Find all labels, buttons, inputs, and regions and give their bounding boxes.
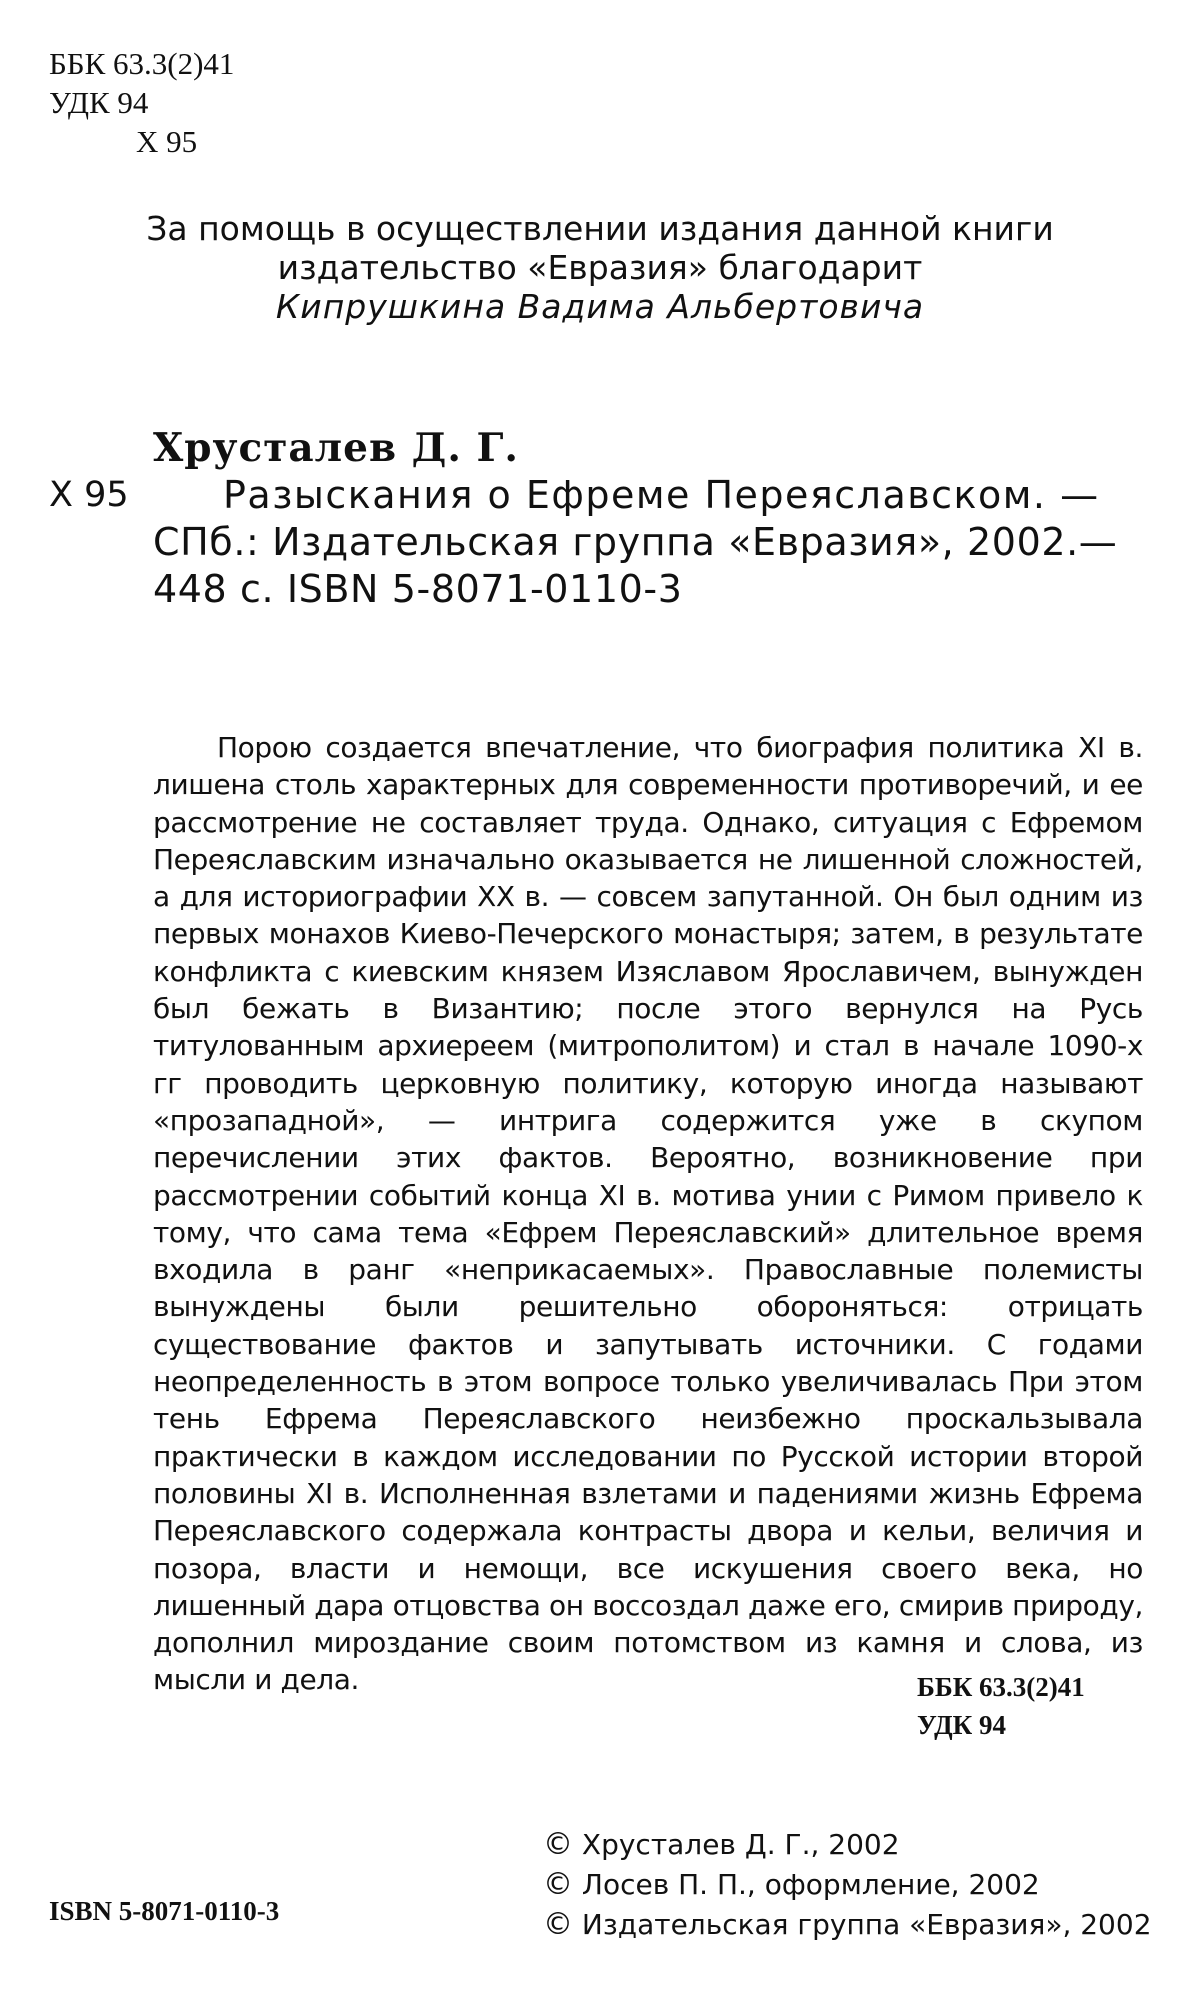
copyright-icon: © bbox=[543, 1867, 573, 1902]
abstract bbox=[153, 729, 1143, 1699]
sponsor-line-1: За помощь в осуществлении издания данной книги bbox=[146, 209, 1054, 248]
classification-codes-bottom bbox=[917, 1668, 1085, 1744]
classification-codes-top bbox=[49, 44, 234, 161]
author-sign-margin: Х 95 bbox=[49, 475, 129, 515]
copyright-notices bbox=[543, 1825, 1152, 1945]
copyright-publisher: Издательская группа «Евразия», 2002 bbox=[581, 1908, 1152, 1941]
bibliographic-description bbox=[153, 472, 1143, 613]
bbk-code-bottom: ББК 63.3(2)41 bbox=[917, 1672, 1085, 1702]
isbn: ISBN 5-8071-0110-3 bbox=[49, 1896, 280, 1926]
bib-title-line: Разыскания о Ефреме Переяславском. — bbox=[223, 473, 1100, 517]
copyright-icon: © bbox=[543, 1907, 573, 1942]
sponsor-acknowledgement bbox=[0, 209, 1200, 326]
bib-publisher-line: СПб.: Издательская группа «Евразия», 2002.— bbox=[153, 520, 1118, 564]
copyright-line-3 bbox=[543, 1905, 1152, 1945]
copyright-icon: © bbox=[543, 1827, 573, 1862]
copyright-line-2 bbox=[543, 1865, 1152, 1905]
bib-isbn-line: 448 с. ISBN 5-8071-0110-3 bbox=[153, 567, 683, 611]
author-sign-code: Х 95 bbox=[136, 124, 198, 159]
udk-code: УДК 94 bbox=[49, 85, 149, 120]
sponsor-line-2: издательство «Евразия» благодарит bbox=[277, 248, 923, 287]
copyright-author: Хрусталев Д. Г., 2002 bbox=[581, 1828, 900, 1861]
bbk-code: ББК 63.3(2)41 bbox=[49, 46, 235, 81]
copyright-line-1 bbox=[543, 1825, 1152, 1865]
sponsor-name: Кипрушкина Вадима Альбертовича bbox=[275, 287, 925, 326]
author-heading: Хрусталев Д. Г. bbox=[153, 425, 519, 471]
copyright-design: Лосев П. П., оформление, 2002 bbox=[581, 1868, 1040, 1901]
udk-code-bottom: УДК 94 bbox=[917, 1710, 1006, 1740]
abstract-text: Порою создается впечатление, что биография политика XI в. лишена столь характерных для современности противоречий, и ее рассмотрение не составляет труда. Однако, ситуация с Ефремом Переяславским изначально оказывается не лишенной сложностей, а для историографии XX в. — совсем запутанной. Он был одним из первых монахов Киево-Печерского монастыря; затем, в результате конфликта с киевским князем Изяславом Ярославичем, вынужден был бежать в Византию; после этого вернулся на Русь титулованным архиереем (митрополитом) и стал в начале 1090-х гг проводить церковную политику, которую иногда называют «прозападной», — интрига содержится уже в скупом перечислении этих фактов. Вероятно, возникновение при рассмотрении событий конца XI в. мотива унии с Римом привело к тому, что сама тема «Ефрем Переяславский» длительное время входила в ранг «неприкасаемых». Православные полемисты вынуждены были решительно обороняться: отрицать существование фактов и запутывать источники. С годами неопределенность в этом вопросе только увеличивалась При этом тень Ефрема Переяславского неизбежно проскальзывала практически в каждом исследовании по Русской истории второй половины XI в. Исполненная взлетами и падениями жизнь Ефрема Переяславского содержала контрасты двора и кельи, величия и позора, власти и немощи, все искушения своего века, но лишенный дара отцовства он воссоздал даже его, смирив природу, дополнил мироздание своим потомством из камня и слова, из мысли и дела. bbox=[153, 731, 1143, 1697]
